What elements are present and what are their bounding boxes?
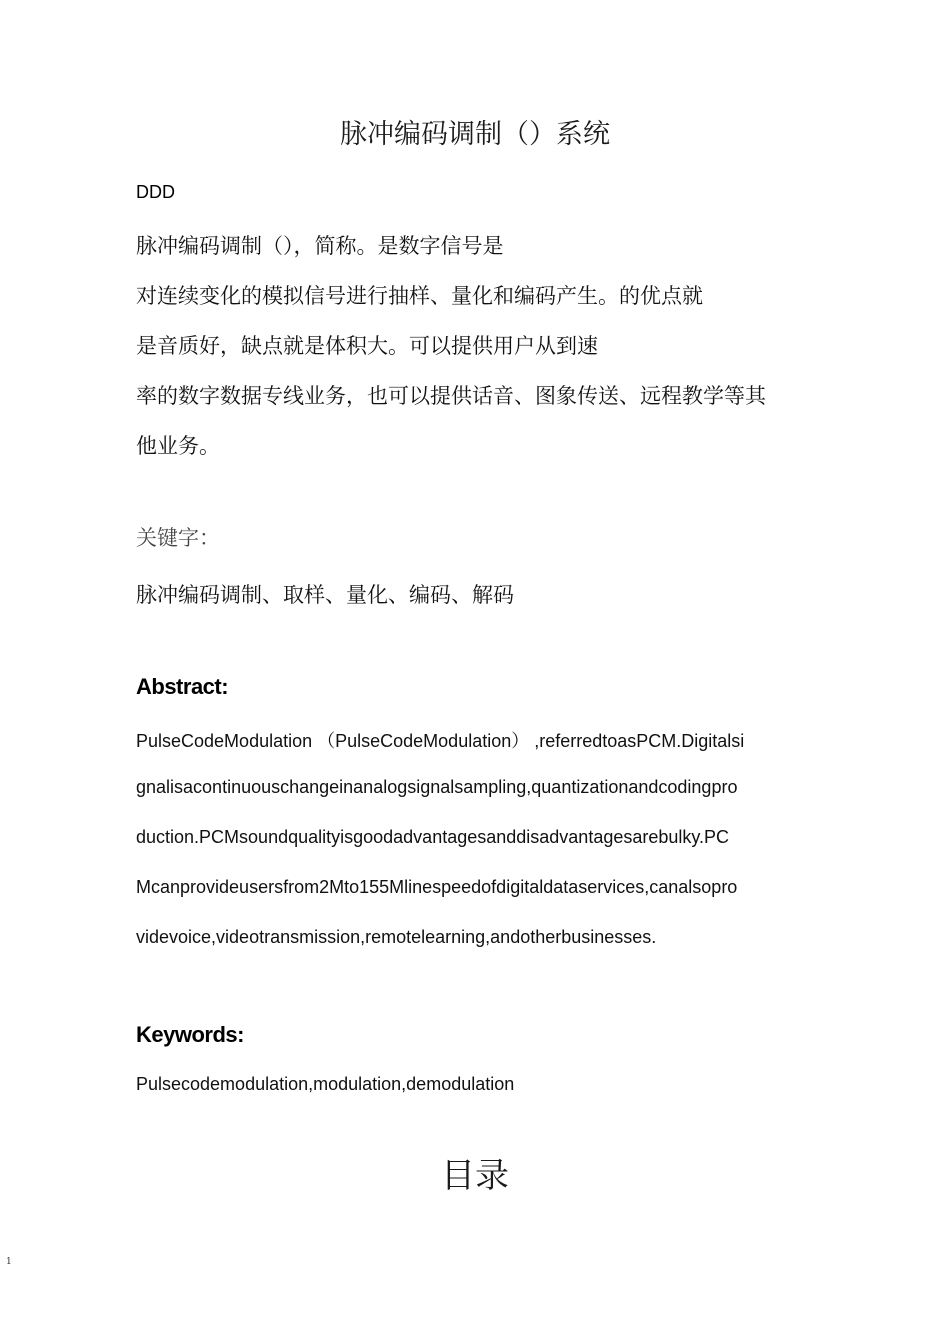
english-abstract-line: PulseCodeModulation （PulseCodeModulation） ,referredtoasPCM.Digitalsi <box>136 731 745 751</box>
author-line: DDD <box>136 182 175 202</box>
keywords-heading: Keywords: <box>136 1022 244 1047</box>
english-abstract-line: Mcanprovideusersfrom2Mto155Mlinespeedofdigitaldataservices,canalsopro <box>136 877 738 897</box>
document-title: 脉冲编码调制（）系统 <box>340 119 610 150</box>
toc-heading: 目录 <box>441 1156 509 1196</box>
english-abstract-line: videvoice,videotransmission,remotelearning,andotherbusinesses. <box>136 927 657 947</box>
abstract-heading: Abstract: <box>136 674 229 699</box>
chinese-abstract-line: 对连续变化的模拟信号进行抽样、量化和编码产生。的优点就 <box>136 284 703 308</box>
chinese-abstract-line: 他业务。 <box>136 434 220 458</box>
chinese-abstract-line: 是音质好，缺点就是体积大。可以提供用户从到速 <box>136 334 598 358</box>
english-abstract-line: gnalisacontinuouschangeinanalogsignalsampling,quantizationandcodingpro <box>136 777 738 797</box>
english-abstract-line: duction.PCMsoundqualityisgoodadvantagesanddisadvantagesarebulky.PC <box>136 827 730 847</box>
chinese-abstract-line: 脉冲编码调制（），简称。是数字信号是 <box>136 234 504 258</box>
keywords-cn: 脉冲编码调制、取样、量化、编码、解码 <box>136 583 514 607</box>
page-number: 1 <box>6 1257 12 1267</box>
keywords-en: Pulsecodemodulation,modulation,demodulation <box>136 1074 515 1094</box>
chinese-abstract-line: 率的数字数据专线业务，也可以提供话音、图象传送、远程教学等其 <box>136 384 766 408</box>
keywords-label-cn: 关键字： <box>136 526 220 550</box>
